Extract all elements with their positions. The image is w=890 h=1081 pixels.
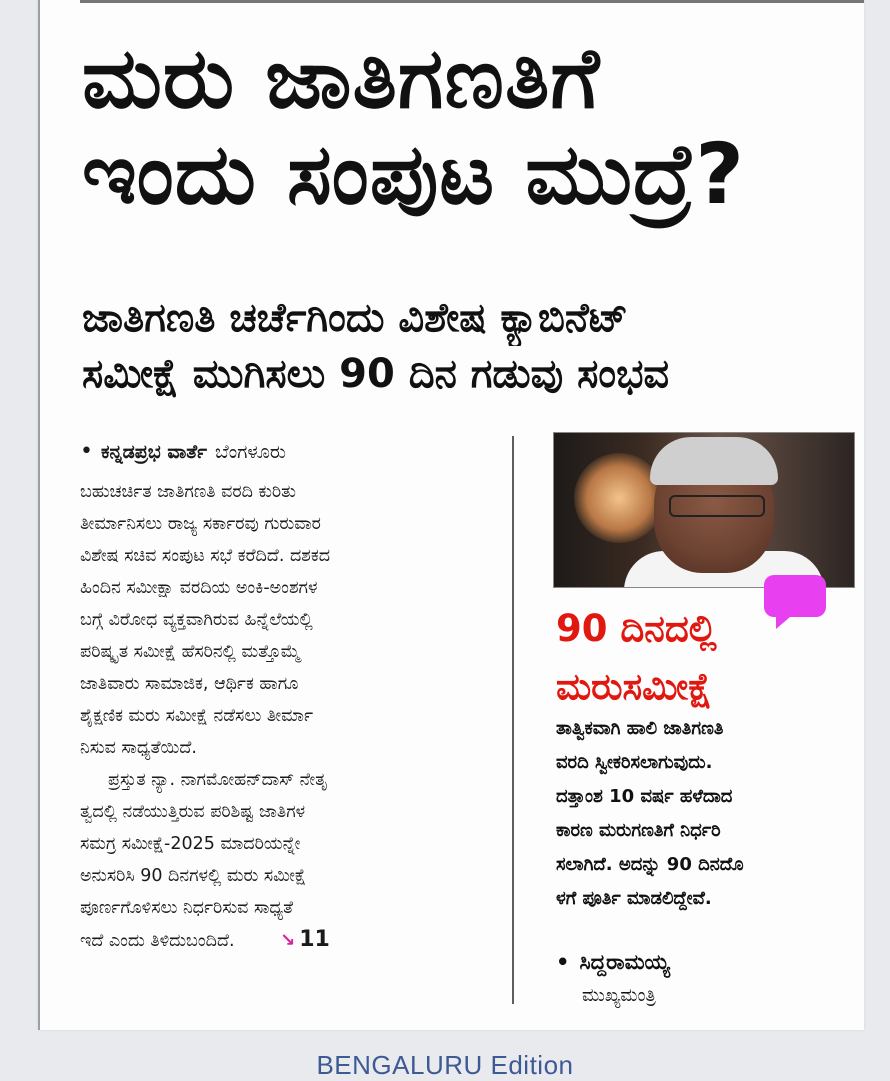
jump-arrow-icon: ↘: [280, 930, 296, 951]
attribution-name-row: [556, 944, 856, 980]
subheadline: [82, 290, 864, 402]
article-line: ಪ್ರಸ್ತುತ ನ್ಯಾ. ನಾಗಮೋಹನ್‌ದಾಸ್ ನೇತೃ: [108, 770, 328, 790]
attribution-role: ಮುಖ್ಯಮಂತ್ರಿ: [582, 985, 656, 1006]
article-line: ವಿಶೇಷ ಸಚಿವ ಸಂಪುಟ ಸಭೆ ಕರೆದಿದೆ. ದಶಕದ: [80, 546, 331, 566]
subheadline-line-2: ಸಮೀಕ್ಷೆ ಮುಗಿಸಲು 90 ದಿನ ಗಡುವು ಸಂಭವ: [82, 351, 670, 397]
article-line: ಸಮಗ್ರ ಸಮೀಕ್ಷೆ-2025 ಮಾದರಿಯನ್ನೇ: [80, 834, 301, 854]
jump-page-number: 11: [299, 927, 330, 952]
edition-label[interactable]: BENGALURU Edition: [316, 1050, 574, 1080]
byline-location: ಬೆಂಗಳೂರು: [214, 441, 286, 463]
quote-line: ತಾತ್ವಿಕವಾಗಿ ಹಾಲಿ ಜಾತಿಗಣತಿ: [556, 718, 724, 739]
quote-line: ವರದಿ ಸ್ವೀಕರಿಸಲಾಗುವುದು.: [556, 752, 713, 773]
article-line: ಪೂರ್ಣಗೊಳಿಸಲು ನಿರ್ಧರಿಸುವ ಸಾಧ್ಯತೆ: [80, 898, 294, 918]
photo-hair: [650, 437, 778, 485]
article-line: ಬಗ್ಗೆ ವಿರೋಧ ವ್ಯಕ್ತವಾಗಿರುವ ಹಿನ್ನೆಲೆಯಲ್ಲಿ: [80, 610, 313, 630]
quote-line: ದತ್ತಾಂಶ 10 ವರ್ಷ ಹಳೆದಾದ: [556, 786, 733, 807]
left-margin-line: [38, 0, 40, 1030]
article-line: ಹಿಂದಿನ ಸಮೀಕ್ಷಾ ವರದಿಯ ಅಂಕಿ-ಅಂಶಗಳ: [80, 578, 318, 598]
quote-line: ಸಲಾಗಿದೆ. ಅದನ್ನು 90 ದಿನದೊ: [556, 854, 744, 875]
byline-bullet: •: [80, 439, 93, 464]
byline-agency: ಕನ್ನಡಪ್ರಭ ವಾರ್ತೆ: [100, 441, 207, 463]
attribution-bullet: •: [556, 950, 570, 974]
sidebar-heading-line-2: ಮರುಸಮೀಕ್ಷೆ: [556, 665, 713, 708]
article-line: ಜಾತಿವಾರು ಸಾಮಾಜಿಕ, ಆರ್ಥಿಕ ಹಾಗೂ: [80, 674, 299, 694]
sidebar-heading: [556, 600, 856, 716]
quote-line: ಳಗೆ ಪೂರ್ತಿ ಮಾಡಲಿದ್ದೇವೆ.: [556, 888, 712, 909]
quote-attribution: [556, 944, 856, 1012]
article-column: [80, 436, 476, 957]
article-line: ತೀರ್ಮಾನಿಸಲು ರಾಜ್ಯ ಸರ್ಕಾರವು ಗುರುವಾರ: [80, 514, 321, 534]
byline: [80, 436, 476, 468]
top-rule: [80, 0, 864, 3]
article-line: ಇದೆ ಎಂದು ತಿಳಿದುಬಂದಿದೆ.: [80, 931, 235, 951]
attribution-name: ಸಿದ್ದರಾಮಯ್ಯ: [579, 950, 670, 974]
sidebar-heading-line-1: 90 ದಿನದಲ್ಲಿ: [556, 607, 717, 650]
page-jump[interactable]: [280, 924, 330, 957]
quote-line: ಕಾರಣ ಮರುಗಣತಿಗೆ ನಿರ್ಧರಿ: [556, 820, 721, 841]
headline: [82, 30, 864, 222]
chief-minister-photo: [553, 432, 855, 588]
subheadline-line-1: ಜಾತಿಗಣತಿ ಚರ್ಚೆಗಿಂದು ವಿಶೇಷ ಕ್ಯಾಬಿನೆಟ್: [82, 295, 628, 341]
article-line: ನಿಸುವ ಸಾಧ್ಯತೆಯಿದೆ.: [80, 738, 197, 758]
article-body: [80, 476, 476, 957]
article-line: ಅನುಸರಿಸಿ 90 ದಿನಗಳಲ್ಲಿ ಮರು ಸಮೀಕ್ಷೆ: [80, 866, 307, 886]
article-line: ಶೈಕ್ಷಣಿಕ ಮರು ಸಮೀಕ್ಷೆ ನಡೆಸಲು ತೀರ್ಮಾ: [80, 706, 314, 726]
column-divider: [512, 436, 514, 1004]
headline-line-1: ಮರು ಜಾತಿಗಣತಿಗೆ: [82, 29, 601, 127]
article-line: ತ್ವದಲ್ಲಿ ನಡೆಯುತ್ತಿರುವ ಪರಿಶಿಷ್ಟ ಜಾತಿಗಳ: [80, 802, 306, 822]
headline-line-2: ಇಂದು ಸಂಪುಟ ಮುದ್ರೆ?: [82, 125, 745, 223]
article-line: ಪರಿಷ್ಕೃತ ಸಮೀಕ್ಷೆ ಹೆಸರಿನಲ್ಲಿ ಮತ್ತೊಮ್ಮೆ: [80, 642, 301, 662]
sidebar-quote: [556, 712, 856, 916]
article-last-line: [80, 924, 476, 957]
photo-glasses: [669, 495, 765, 517]
article-line: ಬಹುಚರ್ಚಿತ ಜಾತಿಗಣತಿ ವರದಿ ಕುರಿತು: [80, 482, 296, 502]
